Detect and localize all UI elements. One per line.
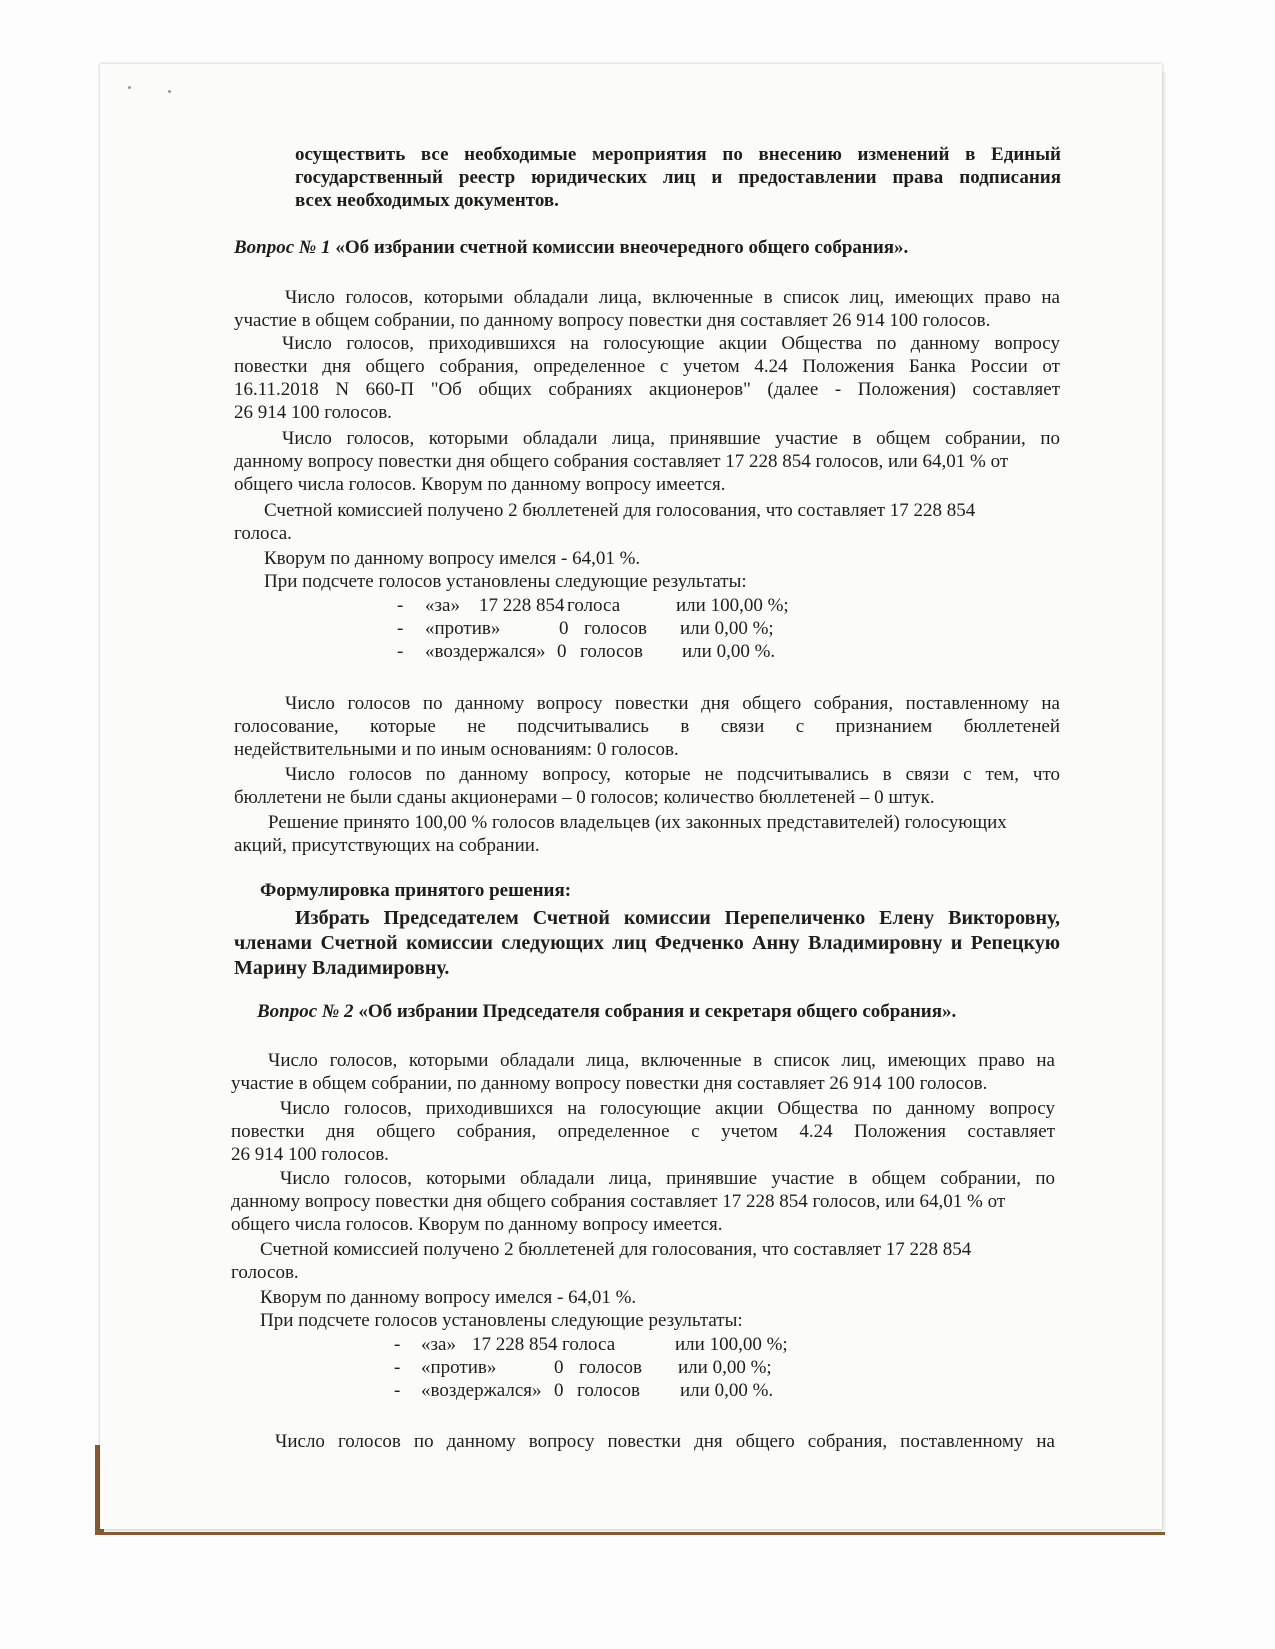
decision-heading: Формулировка принятого решения: — [260, 880, 572, 901]
q2-line: Число голосов, которыми обладали лица, принявшие участие в общем собрании, по — [280, 1168, 1055, 1189]
result-count: 0 — [559, 618, 569, 639]
page-content — [100, 64, 1162, 1529]
result-percent: или 0,00 %; — [678, 1357, 772, 1378]
result-count: 0 — [557, 641, 567, 662]
q2-heading-prefix: Вопрос № 2 — [257, 1001, 354, 1022]
q2-heading-text: «Об избрании Председателя собрания и секретаря общего собрания». — [358, 1001, 957, 1022]
decision-line: Марину Владимировну. — [234, 957, 450, 979]
q1-heading-prefix: Вопрос № 1 — [234, 237, 331, 258]
result-dash: - — [394, 1357, 401, 1378]
q1-line: голоса. — [234, 523, 292, 544]
result-count: 0 — [554, 1380, 564, 1401]
q1-line: Кворум по данному вопросу имелся - 64,01 %. — [264, 548, 641, 569]
result-percent: или 100,00 %; — [675, 1334, 788, 1355]
decision-line: членами Счетной комиссии следующих лиц Федченко Анну Владимировну и Репецкую — [234, 932, 1060, 954]
result-label: «против» — [421, 1357, 497, 1378]
q2-line: 26 914 100 голосов. — [231, 1144, 389, 1165]
result-count: 17 228 854 — [479, 595, 565, 616]
result-count: 0 — [554, 1357, 564, 1378]
q1-line: 26 914 100 голосов. — [234, 402, 392, 423]
q1-line: Число голосов, которыми обладали лица, включенные в список лиц, имеющих право на — [285, 287, 1060, 308]
result-unit: голосов — [577, 1380, 640, 1401]
q1-line: данному вопросу повестки дня общего собрания составляет 17 228 854 голосов, или 64,01 % от — [234, 451, 1009, 472]
q2-line: Число голосов, которыми обладали лица, включенные в список лиц, имеющих право на — [268, 1050, 1055, 1071]
q1-line: Число голосов по данному вопросу, которые не подсчитывались в связи с тем, что — [285, 764, 1060, 785]
intro-line: всех необходимых документов. — [295, 190, 559, 211]
result-dash: - — [397, 595, 404, 616]
result-percent: или 0,00 %; — [680, 618, 774, 639]
q2-heading — [257, 1001, 956, 1023]
q1-line: 16.11.2018 N 660-П "Об общих собраниях акционеров" (далее - Положения) составляет — [234, 379, 1060, 400]
q2-line: При подсчете голосов установлены следующие результаты: — [260, 1310, 743, 1331]
q2-line: Число голосов по данному вопросу повестки дня общего собрания, поставленному на — [275, 1431, 1055, 1452]
result-label: «против» — [425, 618, 501, 639]
q2-line: Число голосов, приходившихся на голосующие акции Общества по данному вопросу — [280, 1098, 1055, 1119]
q1-line: Число голосов, приходившихся на голосующие акции Общества по данному вопросу — [282, 333, 1060, 354]
q1-line: бюллетени не были сданы акционерами – 0 голосов; количество бюллетеней – 0 штук. — [234, 787, 935, 808]
result-unit: голоса — [567, 595, 621, 616]
q1-line: недействительными и по иным основаниям: 0 голосов. — [234, 739, 679, 760]
result-unit: голоса — [562, 1334, 616, 1355]
result-percent: или 0,00 %. — [680, 1380, 774, 1401]
result-label: «воздержался» — [421, 1380, 542, 1401]
q1-heading-text: «Об избрании счетной комиссии внеочередного общего собрания». — [335, 237, 909, 258]
intro-line: государственный реестр юридических лиц и предоставлении права подписания — [295, 167, 1061, 188]
q1-line: При подсчете голосов установлены следующие результаты: — [264, 571, 747, 592]
q1-line: Число голосов по данному вопросу повестки дня общего собрания, поставленному на — [285, 693, 1060, 714]
result-label: «за» — [425, 595, 460, 616]
q2-line: повестки дня общего собрания, определенное с учетом 4.24 Положения составляет — [231, 1121, 1055, 1142]
result-count: 17 228 854 — [472, 1334, 558, 1355]
result-dash: - — [394, 1334, 401, 1355]
q2-line: участие в общем собрании, по данному вопросу повестки дня составляет 26 914 100 голосов. — [231, 1073, 988, 1094]
q2-line: данному вопросу повестки дня общего собрания составляет 17 228 854 голосов, или 64,01 % от — [231, 1191, 1006, 1212]
q1-line: голосование, которые не подсчитывались в связи с признанием бюллетеней — [234, 716, 1060, 737]
result-dash: - — [397, 641, 404, 662]
result-percent: или 100,00 %; — [676, 595, 789, 616]
q2-line: Счетной комиссией получено 2 бюллетеней для голосования, что составляет 17 228 854 — [260, 1239, 972, 1260]
document-page — [100, 64, 1162, 1529]
intro-line: осуществить все необходимые мероприятия по внесению изменений в Единый — [295, 144, 1061, 165]
q1-line: общего числа голосов. Кворум по данному вопросу имеется. — [234, 474, 726, 495]
q2-line: Кворум по данному вопросу имелся - 64,01 %. — [260, 1287, 637, 1308]
q1-heading — [234, 237, 908, 259]
q1-line: акций, присутствующих на собрании. — [234, 835, 540, 856]
q1-line: повестки дня общего собрания, определенное с учетом 4.24 Положения Банка России от — [234, 356, 1060, 377]
q1-line: Решение принято 100,00 % голосов владельцев (их законных представителей) голосующих — [268, 812, 1007, 833]
result-percent: или 0,00 %. — [682, 641, 776, 662]
q2-line: общего числа голосов. Кворум по данному вопросу имеется. — [231, 1214, 723, 1235]
q1-line: Счетной комиссией получено 2 бюллетеней для голосования, что составляет 17 228 854 — [264, 500, 976, 521]
result-unit: голосов — [580, 641, 643, 662]
result-unit: голосов — [579, 1357, 642, 1378]
q1-line: участие в общем собрании, по данному вопросу повестки дня составляет 26 914 100 голосов. — [234, 310, 991, 331]
result-label: «за» — [421, 1334, 456, 1355]
q1-line: Число голосов, которыми обладали лица, принявшие участие в общем собрании, по — [282, 428, 1060, 449]
q2-line: голосов. — [231, 1262, 299, 1283]
decision-line: Избрать Председателем Счетной комиссии Перепеличенко Елену Викторовну, — [295, 907, 1060, 929]
result-dash: - — [397, 618, 404, 639]
result-unit: голосов — [584, 618, 647, 639]
result-label: «воздержался» — [425, 641, 546, 662]
result-dash: - — [394, 1380, 401, 1401]
